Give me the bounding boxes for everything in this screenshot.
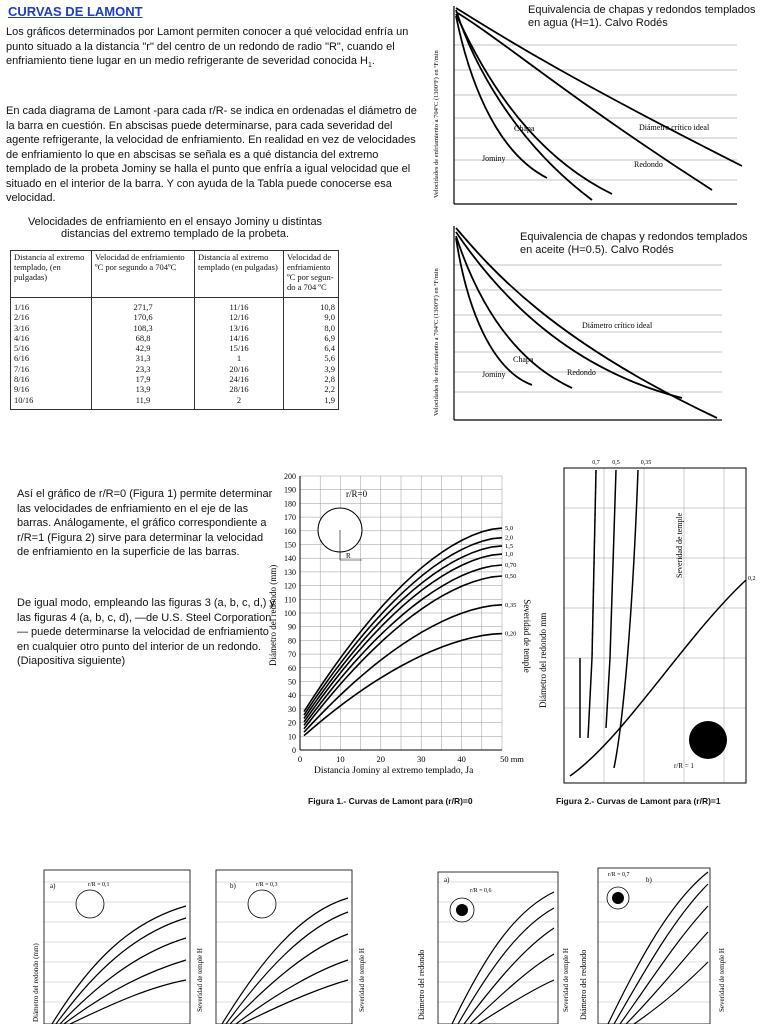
figure-2-chart <box>534 458 768 788</box>
chart-oil-label-dci: Diámetro crítico ideal <box>582 321 653 330</box>
figure-1-series-label: 2,0 <box>505 534 514 542</box>
figure-1-ytick: 140 <box>284 554 296 564</box>
figure-1-ytick: 180 <box>284 499 296 509</box>
figure-1-ytick: 10 <box>288 732 296 742</box>
figure-1-series-label: 0,50 <box>505 573 517 581</box>
figure-2-top-label: 0,35 <box>640 460 652 466</box>
figure-1-ytick: 200 <box>284 472 296 481</box>
figure-4b-ylabel: Diámetro del redondo <box>579 949 588 1020</box>
figure-2-annotation: r/R = 1 <box>674 762 694 770</box>
figure-3a-tag: a) <box>50 882 56 890</box>
figure-1-caption: Figura 1.- Curvas de Lamont para (r/R)=0 <box>308 796 473 806</box>
chart-water-label-dci: Diámetro crítico ideal <box>639 123 710 132</box>
figure-1-ytick: 190 <box>284 485 296 495</box>
figure-1-ytick: 20 <box>288 718 296 728</box>
figure-1-xtick: 30 <box>416 754 426 764</box>
figure-1-ytick: 100 <box>284 609 296 618</box>
figure-1-xlabel: Distancia Jominy al extremo templado, Ja <box>314 766 474 776</box>
chart-oil-title: Equivalencia de chapas y redondos templados en aceite (H=0.5). Calvo Rodés <box>520 231 748 256</box>
jominy-table <box>10 250 339 410</box>
figure-3a-ylabel: Diámetro del redondo (mm) <box>32 943 40 1022</box>
figure-3b-tag: b) <box>230 882 236 890</box>
figure-1-series-label: 0,20 <box>505 630 517 638</box>
figure-2-right-label: Severidad de temple <box>675 512 684 578</box>
figure-4a-tag: a) <box>444 876 450 884</box>
figure-1-xtick: 50 mm <box>500 754 524 764</box>
figure-3b-sev: Severidad de temple H <box>358 948 366 1012</box>
figure-4a-rr: r/R = 0,6 <box>470 888 492 894</box>
figure-1-ytick: 160 <box>284 526 296 536</box>
figure-1-ytick: 120 <box>284 581 296 591</box>
body-paragraph-3: Así el gráfico de r/R=0 (Figura 1) permite determinar las velocidades de enfriamiento en el eje de las barras. Análogamente, el gráfico correspondiente a r/R=1 (Figura 2) sirve para determinar la velocidad de enfriamiento en la superficie de las barras. <box>17 488 273 558</box>
page-title: CURVAS DE LAMONT <box>8 4 143 19</box>
figure-1-xtick: 40 <box>457 754 466 764</box>
table-caption: Velocidades de enfriamiento en el ensayo Jominy u distintas distancias del extremo templado de la probeta. <box>27 216 323 240</box>
figure-1-ytick: 0 <box>292 746 296 755</box>
figure-1-series-label: 0,35 <box>505 601 517 609</box>
chart-water-label-redondo: Redondo <box>634 160 663 169</box>
figure-1-series-label: 1,5 <box>505 542 514 550</box>
chart-water-ylabel: Velocidades de enfriamiento a 704ºC (1300ºF) en ºF/min <box>433 50 440 198</box>
figure-1-ytick: 110 <box>284 595 296 605</box>
figure-1-series-line <box>304 538 502 715</box>
figure-3-charts <box>30 862 370 1024</box>
figure-1-series-label: 5,0 <box>505 525 514 533</box>
figure-1-ytick: 130 <box>284 567 296 577</box>
figure-1-ytick: 150 <box>284 540 296 550</box>
figure-1-ytick: 80 <box>288 636 296 646</box>
figure-2-top-label: 0,5 <box>612 460 620 466</box>
figure-1-xtick: 0 <box>297 754 303 764</box>
figure-1-xtick: 20 <box>376 754 386 764</box>
chart-oil-label-jominy: Jominy <box>482 370 506 379</box>
figure-1-ytick: 50 <box>288 677 296 687</box>
figure-2-caption: Figura 2.- Curvas de Lamont para (r/R)=1 <box>556 796 721 806</box>
chart-oil-label-chapa: Chapa <box>513 355 534 364</box>
figure-1-ytick: 70 <box>288 650 296 660</box>
figure-1-series-line <box>304 634 502 736</box>
figure-1-ylabel: Diámetro del redondo (mm) <box>268 564 278 666</box>
chart-water <box>432 0 768 214</box>
body-paragraph-4: De igual modo, empleando las figuras 3 (a, b, c, d,) y las figuras 4 (a, b, c, d), —de U.S. Steel Corporation— puede determinarse la velocidad de enfriamiento en cualquier otro punto del interior de un redondo. (Diapositiva siguiente) <box>17 597 276 667</box>
figure-2-ylabel: Diámetro del redondo mm <box>538 612 548 708</box>
figure-3a-rr: r/R = 0,1 <box>88 882 110 888</box>
table-header: Distancia al extremo templado, (en pulgadas) <box>11 251 92 298</box>
chart-water-label-chapa: Chapa <box>514 124 535 133</box>
table-column: 11/16 12/16 13/16 14/16 15/16 1 20/16 24/16 28/16 2 <box>195 298 284 410</box>
figure-1-chart <box>262 466 534 784</box>
figure-4a-sev: Severidad de temple H <box>562 948 570 1012</box>
figure-1-right-label: Severidad de temple <box>522 599 532 673</box>
figure-1-series-label: 1,0 <box>505 551 514 559</box>
figure-4b-tag: b) <box>646 876 652 884</box>
figure-1-radius-label: R <box>346 552 351 560</box>
figure-1-ytick: 40 <box>288 691 296 701</box>
figure-4-charts <box>412 862 758 1024</box>
figure-1-series-line <box>304 528 502 712</box>
chart-oil-ylabel: Velocidades de enfriamiento a 704ºC (1300ºF) en ºF/min <box>433 268 440 416</box>
figure-4b-sev: Severidad de temple H <box>718 948 726 1012</box>
figure-1-ytick: 90 <box>288 622 296 632</box>
chart-water-label-jominy: Jominy <box>482 154 506 163</box>
table-header: Velocidad de enfriamiento ºC por segundo a 704ºC <box>92 251 195 298</box>
figure-1-annotation: r/R=0 <box>346 489 368 499</box>
table-column: 271,7 170,6 108,3 68,8 42,9 31,3 23,3 17,9 13,9 11,9 <box>92 298 195 410</box>
figure-3a-sev: Severidad de temple H <box>196 948 204 1012</box>
chart-water-title: Equivalencia de chapas y redondos templados en agua (H=1). Calvo Rodés <box>528 4 756 29</box>
chart-oil <box>432 220 768 434</box>
chart-oil-label-redondo: Redondo <box>567 368 596 377</box>
figure-2-top-label: 0,7 <box>592 460 600 466</box>
table-header: Distancia al extremo templado (en pulgadas) <box>195 251 284 298</box>
figure-4a-ylabel: Diámetro del redondo <box>417 949 426 1020</box>
figure-2-series-label: 0,2 <box>748 576 756 582</box>
intro-paragraph-1: Los gráficos determinados por Lamont permiten conocer a qué velocidad enfría un punto situado a la distancia "r" del centro de un redondo de radio "R", cuando el enfriamiento tiene lugar en un medio refrigerante de severidad conocida $H_1$. <box>6 26 409 70</box>
figure-1-ytick: 60 <box>288 663 296 673</box>
figure-1-series-label: 0,70 <box>505 562 517 570</box>
figure-4b-rr: r/R = 0,7 <box>608 872 630 878</box>
table-header: Velocidad de enfriamiento ºC por segun-do a 704 ºC <box>284 251 339 298</box>
table-column: 10,8 9,0 8,0 6,9 6,4 5,6 3,9 2,8 2,2 1,9 <box>284 298 339 410</box>
figure-1-ytick: 170 <box>284 513 296 523</box>
table-column: 1/16 2/16 3/16 4/16 5/16 6/16 7/16 8/16 9/16 10/16 <box>11 298 92 410</box>
intro-paragraph-2: En cada diagrama de Lamont -para cada r/R- se indica en ordenadas el diámetro de la barra en cuestión. En abscisas puede determinarse, para cada severidad del agente refrigerante, la velocidad de enfriamiento. En realidad en vez de velocidades de enfriamiento lo que en abscisas se señala es a qué distancia del extremo templado de la probeta Jominy se halla el punto que enfría a igual velocidad que el situado en el interior de la barra. Y con ayuda de la Tabla puede conocerse esa velocidad. <box>6 105 417 204</box>
figure-1-ytick: 30 <box>288 704 296 714</box>
figure-1-xtick: 10 <box>336 754 345 764</box>
figure-3b-rr: r/R = 0,3 <box>256 882 278 888</box>
